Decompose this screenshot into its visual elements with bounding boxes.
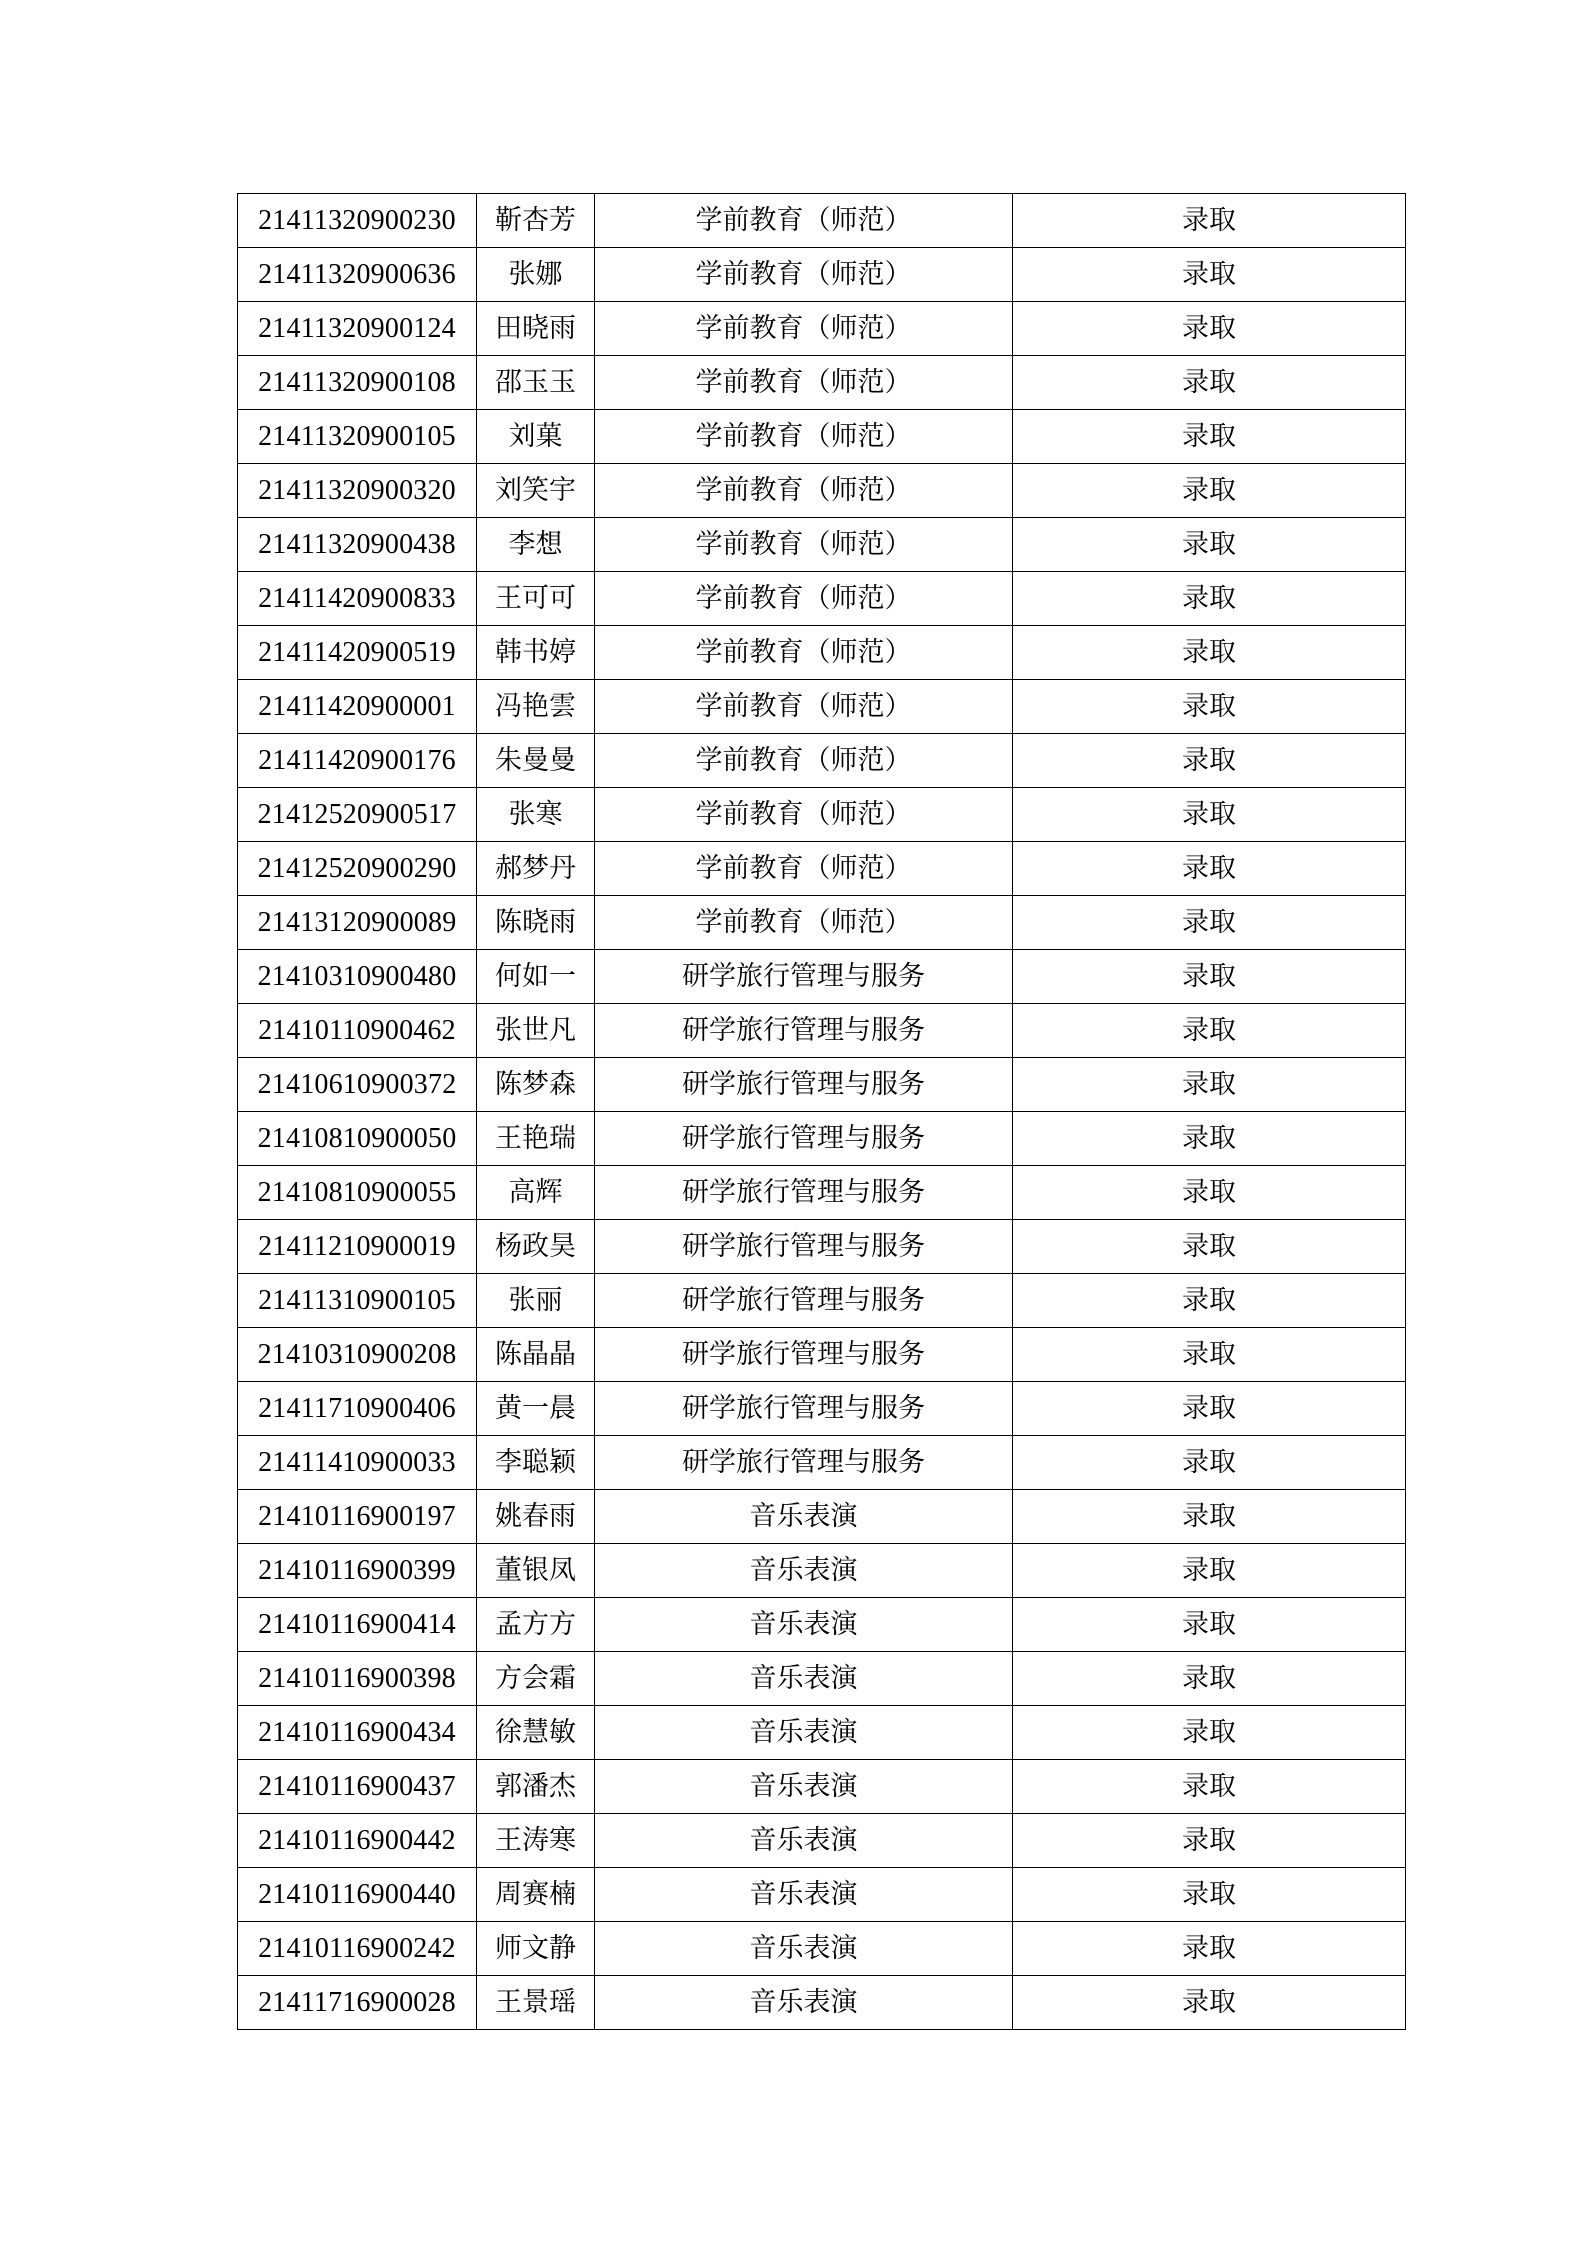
- table-row: [238, 1760, 1406, 1814]
- table-row: [238, 1868, 1406, 1922]
- admission-result-cell: 录取: [1013, 1490, 1406, 1544]
- major-cell: 音乐表演: [595, 1976, 1013, 2030]
- candidate-id-cell: 21410310900480: [238, 950, 477, 1004]
- student-name-cell: 徐慧敏: [477, 1706, 595, 1760]
- student-name-cell: 张世凡: [477, 1004, 595, 1058]
- major-cell: 音乐表演: [595, 1922, 1013, 1976]
- table-row: [238, 1490, 1406, 1544]
- table-row: [238, 1166, 1406, 1220]
- student-name-cell: 陈晓雨: [477, 896, 595, 950]
- candidate-id-cell: 21410116900440: [238, 1868, 477, 1922]
- candidate-id-cell: 21411310900105: [238, 1274, 477, 1328]
- admission-result-cell: 录取: [1013, 1760, 1406, 1814]
- major-cell: 学前教育（师范）: [595, 410, 1013, 464]
- table-row: [238, 1598, 1406, 1652]
- table-row: [238, 464, 1406, 518]
- student-name-cell: 冯艳雲: [477, 680, 595, 734]
- major-cell: 研学旅行管理与服务: [595, 1112, 1013, 1166]
- candidate-id-cell: 21410116900197: [238, 1490, 477, 1544]
- student-name-cell: 陈梦森: [477, 1058, 595, 1112]
- student-name-cell: 王艳瑞: [477, 1112, 595, 1166]
- major-cell: 音乐表演: [595, 1868, 1013, 1922]
- candidate-id-cell: 21411320900124: [238, 302, 477, 356]
- major-cell: 研学旅行管理与服务: [595, 1166, 1013, 1220]
- candidate-id-cell: 21411420900833: [238, 572, 477, 626]
- table-row: [238, 1274, 1406, 1328]
- admission-result-cell: 录取: [1013, 1328, 1406, 1382]
- major-cell: 学前教育（师范）: [595, 734, 1013, 788]
- candidate-id-cell: 21411710900406: [238, 1382, 477, 1436]
- student-name-cell: 王景瑶: [477, 1976, 595, 2030]
- admission-result-cell: 录取: [1013, 194, 1406, 248]
- admission-result-cell: 录取: [1013, 1436, 1406, 1490]
- table-row: [238, 896, 1406, 950]
- major-cell: 研学旅行管理与服务: [595, 1274, 1013, 1328]
- candidate-id-cell: 21410116900398: [238, 1652, 477, 1706]
- candidate-id-cell: 21411320900108: [238, 356, 477, 410]
- table-row: [238, 1922, 1406, 1976]
- student-name-cell: 杨政昊: [477, 1220, 595, 1274]
- candidate-id-cell: 21411320900230: [238, 194, 477, 248]
- admission-result-cell: 录取: [1013, 1004, 1406, 1058]
- major-cell: 音乐表演: [595, 1598, 1013, 1652]
- candidate-id-cell: 21410116900437: [238, 1760, 477, 1814]
- major-cell: 学前教育（师范）: [595, 896, 1013, 950]
- major-cell: 学前教育（师范）: [595, 194, 1013, 248]
- admission-result-cell: 录取: [1013, 1220, 1406, 1274]
- table-row: [238, 1436, 1406, 1490]
- student-name-cell: 邵玉玉: [477, 356, 595, 410]
- student-name-cell: 张寒: [477, 788, 595, 842]
- student-name-cell: 师文静: [477, 1922, 595, 1976]
- candidate-id-cell: 21410116900399: [238, 1544, 477, 1598]
- major-cell: 研学旅行管理与服务: [595, 1436, 1013, 1490]
- candidate-id-cell: 21410810900050: [238, 1112, 477, 1166]
- table-row: [238, 356, 1406, 410]
- candidate-id-cell: 21410810900055: [238, 1166, 477, 1220]
- student-name-cell: 陈晶晶: [477, 1328, 595, 1382]
- student-name-cell: 李想: [477, 518, 595, 572]
- candidate-id-cell: 21411210900019: [238, 1220, 477, 1274]
- student-name-cell: 张娜: [477, 248, 595, 302]
- candidate-id-cell: 21411420900176: [238, 734, 477, 788]
- student-name-cell: 靳杏芳: [477, 194, 595, 248]
- admission-result-cell: 录取: [1013, 896, 1406, 950]
- student-name-cell: 高辉: [477, 1166, 595, 1220]
- table-row: [238, 1814, 1406, 1868]
- table-row: [238, 1058, 1406, 1112]
- candidate-id-cell: 21412520900290: [238, 842, 477, 896]
- major-cell: 学前教育（师范）: [595, 518, 1013, 572]
- student-name-cell: 黄一晨: [477, 1382, 595, 1436]
- admission-result-cell: 录取: [1013, 1922, 1406, 1976]
- candidate-id-cell: 21410116900242: [238, 1922, 477, 1976]
- student-name-cell: 韩书婷: [477, 626, 595, 680]
- major-cell: 学前教育（师范）: [595, 788, 1013, 842]
- table-row: [238, 248, 1406, 302]
- candidate-id-cell: 21411410900033: [238, 1436, 477, 1490]
- major-cell: 音乐表演: [595, 1706, 1013, 1760]
- student-name-cell: 张丽: [477, 1274, 595, 1328]
- admission-result-cell: 录取: [1013, 842, 1406, 896]
- student-name-cell: 李聪颖: [477, 1436, 595, 1490]
- major-cell: 学前教育（师范）: [595, 626, 1013, 680]
- admission-results-table: [237, 193, 1406, 2030]
- table-row: [238, 410, 1406, 464]
- admission-result-cell: 录取: [1013, 1652, 1406, 1706]
- table-row: [238, 1382, 1406, 1436]
- major-cell: 研学旅行管理与服务: [595, 1328, 1013, 1382]
- candidate-id-cell: 21413120900089: [238, 896, 477, 950]
- table-row: [238, 680, 1406, 734]
- student-name-cell: 何如一: [477, 950, 595, 1004]
- admission-result-cell: 录取: [1013, 680, 1406, 734]
- major-cell: 音乐表演: [595, 1544, 1013, 1598]
- major-cell: 学前教育（师范）: [595, 302, 1013, 356]
- student-name-cell: 朱曼曼: [477, 734, 595, 788]
- table-row: [238, 734, 1406, 788]
- table-row: [238, 1004, 1406, 1058]
- admission-result-cell: 录取: [1013, 1598, 1406, 1652]
- major-cell: 学前教育（师范）: [595, 680, 1013, 734]
- table-row: [238, 518, 1406, 572]
- table-body: [238, 194, 1406, 2030]
- table-row: [238, 1328, 1406, 1382]
- admission-result-cell: 录取: [1013, 1382, 1406, 1436]
- major-cell: 音乐表演: [595, 1814, 1013, 1868]
- table-row: [238, 1220, 1406, 1274]
- admission-result-cell: 录取: [1013, 1706, 1406, 1760]
- major-cell: 学前教育（师范）: [595, 464, 1013, 518]
- candidate-id-cell: 21411320900636: [238, 248, 477, 302]
- major-cell: 音乐表演: [595, 1760, 1013, 1814]
- admission-result-cell: 录取: [1013, 1166, 1406, 1220]
- major-cell: 音乐表演: [595, 1490, 1013, 1544]
- admission-result-cell: 录取: [1013, 464, 1406, 518]
- candidate-id-cell: 21410310900208: [238, 1328, 477, 1382]
- student-name-cell: 田晓雨: [477, 302, 595, 356]
- major-cell: 研学旅行管理与服务: [595, 1004, 1013, 1058]
- student-name-cell: 郭潘杰: [477, 1760, 595, 1814]
- admission-result-cell: 录取: [1013, 1274, 1406, 1328]
- candidate-id-cell: 21411320900438: [238, 518, 477, 572]
- student-name-cell: 孟方方: [477, 1598, 595, 1652]
- candidate-id-cell: 21410116900414: [238, 1598, 477, 1652]
- table-row: [238, 950, 1406, 1004]
- candidate-id-cell: 21411420900519: [238, 626, 477, 680]
- candidate-id-cell: 21412520900517: [238, 788, 477, 842]
- table-row: [238, 302, 1406, 356]
- major-cell: 学前教育（师范）: [595, 572, 1013, 626]
- admission-result-cell: 录取: [1013, 1058, 1406, 1112]
- admission-result-cell: 录取: [1013, 626, 1406, 680]
- major-cell: 研学旅行管理与服务: [595, 950, 1013, 1004]
- student-name-cell: 姚春雨: [477, 1490, 595, 1544]
- student-name-cell: 刘菓: [477, 410, 595, 464]
- major-cell: 学前教育（师范）: [595, 248, 1013, 302]
- candidate-id-cell: 21410116900442: [238, 1814, 477, 1868]
- candidate-id-cell: 21411716900028: [238, 1976, 477, 2030]
- table-row: [238, 842, 1406, 896]
- admission-result-cell: 录取: [1013, 356, 1406, 410]
- table-row: [238, 572, 1406, 626]
- student-name-cell: 周赛楠: [477, 1868, 595, 1922]
- admission-result-cell: 录取: [1013, 1868, 1406, 1922]
- candidate-id-cell: 21410116900434: [238, 1706, 477, 1760]
- table-row: [238, 626, 1406, 680]
- table-row: [238, 194, 1406, 248]
- admission-result-cell: 录取: [1013, 1544, 1406, 1598]
- table-row: [238, 1112, 1406, 1166]
- admission-result-cell: 录取: [1013, 788, 1406, 842]
- student-name-cell: 郝梦丹: [477, 842, 595, 896]
- table-row: [238, 1706, 1406, 1760]
- student-name-cell: 王涛寒: [477, 1814, 595, 1868]
- candidate-id-cell: 21410610900372: [238, 1058, 477, 1112]
- admission-result-cell: 录取: [1013, 1976, 1406, 2030]
- admission-result-cell: 录取: [1013, 572, 1406, 626]
- candidate-id-cell: 21411320900105: [238, 410, 477, 464]
- student-name-cell: 董银凤: [477, 1544, 595, 1598]
- table-row: [238, 1652, 1406, 1706]
- student-name-cell: 王可可: [477, 572, 595, 626]
- admission-result-cell: 录取: [1013, 302, 1406, 356]
- candidate-id-cell: 21410110900462: [238, 1004, 477, 1058]
- major-cell: 研学旅行管理与服务: [595, 1382, 1013, 1436]
- admission-result-cell: 录取: [1013, 518, 1406, 572]
- candidate-id-cell: 21411320900320: [238, 464, 477, 518]
- major-cell: 研学旅行管理与服务: [595, 1058, 1013, 1112]
- admission-result-cell: 录取: [1013, 734, 1406, 788]
- major-cell: 学前教育（师范）: [595, 356, 1013, 410]
- candidate-id-cell: 21411420900001: [238, 680, 477, 734]
- major-cell: 音乐表演: [595, 1652, 1013, 1706]
- table-row: [238, 788, 1406, 842]
- admission-result-cell: 录取: [1013, 1112, 1406, 1166]
- table-row: [238, 1544, 1406, 1598]
- table-row: [238, 1976, 1406, 2030]
- major-cell: 研学旅行管理与服务: [595, 1220, 1013, 1274]
- admission-result-cell: 录取: [1013, 950, 1406, 1004]
- major-cell: 学前教育（师范）: [595, 842, 1013, 896]
- admission-result-cell: 录取: [1013, 1814, 1406, 1868]
- student-name-cell: 刘笑宇: [477, 464, 595, 518]
- student-name-cell: 方会霜: [477, 1652, 595, 1706]
- admission-result-cell: 录取: [1013, 248, 1406, 302]
- admission-result-cell: 录取: [1013, 410, 1406, 464]
